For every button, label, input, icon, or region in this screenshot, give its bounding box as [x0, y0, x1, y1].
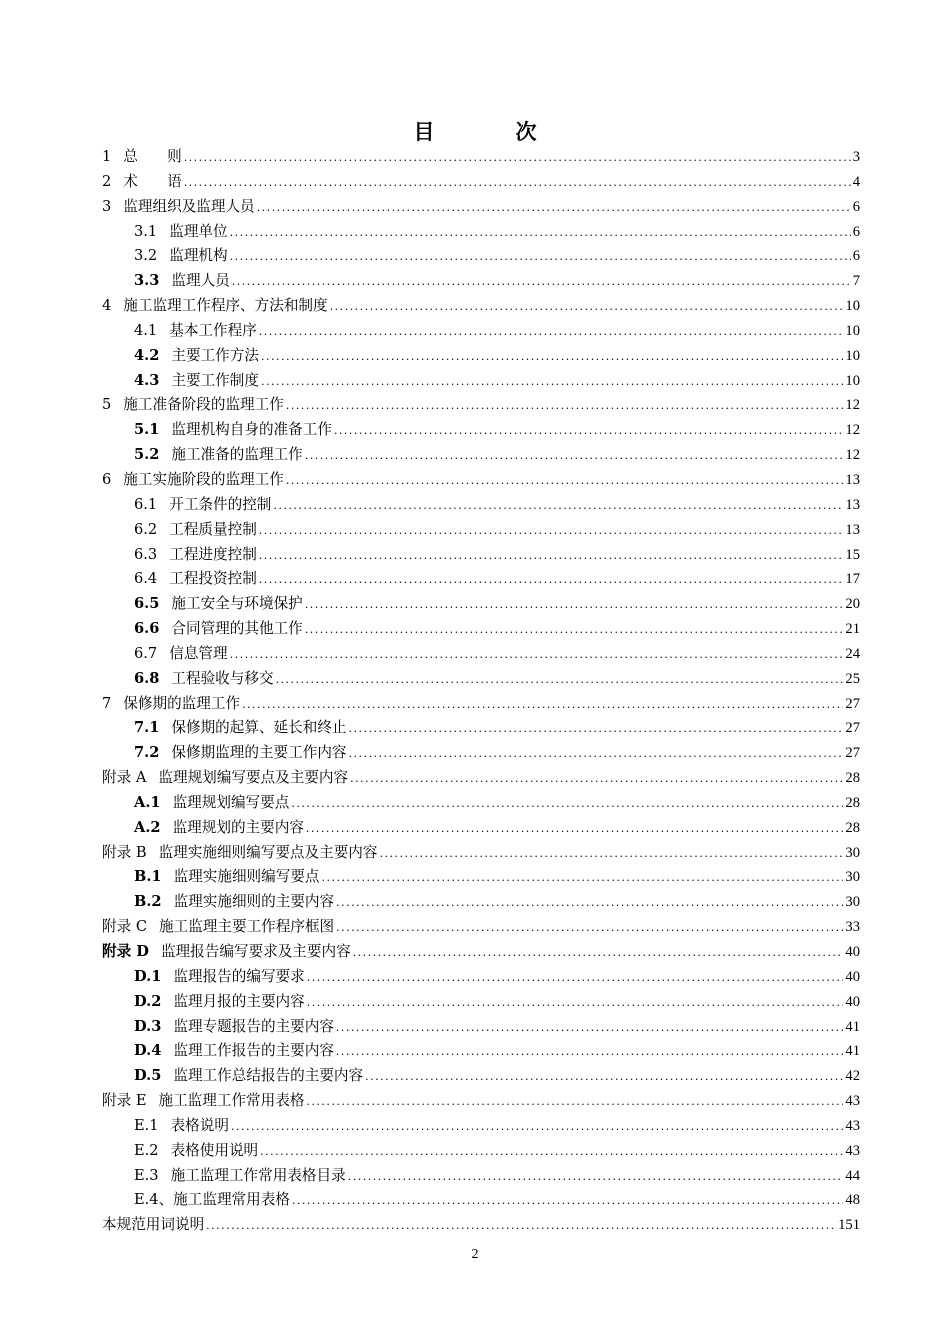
toc-entry-number: 附录 B: [102, 843, 147, 861]
toc-entry[interactable]: [102, 195, 860, 220]
toc-entry-number: 6.3: [134, 545, 158, 563]
toc-entry[interactable]: [102, 244, 860, 269]
toc-entry-title: 监理报告的编写要求: [173, 967, 305, 985]
toc-entry-page: 43: [845, 1117, 860, 1134]
toc-entry[interactable]: [102, 518, 860, 543]
toc-dot-leader: [259, 544, 844, 569]
toc-entry-title: 监理工作报告的主要内容: [173, 1042, 334, 1060]
toc-dot-leader: [334, 419, 843, 444]
toc-entry-page: 13: [845, 496, 860, 513]
toc-entry[interactable]: [102, 1139, 860, 1164]
toc-dot-leader: [307, 991, 844, 1016]
toc-entry-page: 10: [845, 322, 860, 339]
toc-entry-title: 基本工作程序: [169, 321, 257, 339]
toc-entry-page: 41: [845, 1018, 860, 1035]
toc-entry-title: 监理规划编写要点: [172, 793, 290, 811]
toc-dot-leader: [365, 1065, 843, 1090]
toc-entry[interactable]: [102, 170, 860, 195]
toc-entry-page: 28: [845, 819, 860, 836]
toc-dot-leader: [184, 146, 851, 171]
toc-entry-page: 48: [845, 1192, 860, 1209]
toc-entry-title: 监理规划的主要内容: [172, 818, 304, 836]
toc-entry-page: 27: [845, 720, 860, 737]
toc-entry[interactable]: [102, 344, 860, 369]
toc-entry[interactable]: [102, 791, 860, 816]
toc-entry[interactable]: [102, 692, 860, 717]
toc-entry[interactable]: [102, 766, 860, 791]
toc-entry-page: 7: [852, 273, 860, 290]
toc-entry-number: 3.1: [134, 222, 158, 240]
toc-entry[interactable]: [102, 741, 860, 766]
toc-entry-title: 保修期监理的主要工作内容: [171, 744, 347, 762]
toc-entry[interactable]: [102, 1213, 860, 1238]
toc-dot-leader: [379, 842, 843, 867]
toc-entry-page: 33: [845, 919, 860, 936]
toc-entry[interactable]: [102, 617, 860, 642]
toc-entry-page: 30: [845, 869, 860, 886]
toc-entry-title: 术 语: [123, 172, 182, 190]
toc-dot-leader: [307, 966, 844, 991]
toc-dot-leader: [305, 444, 844, 469]
toc-dot-leader: [230, 643, 844, 668]
toc-entry-number: 5: [102, 396, 112, 414]
toc-entry[interactable]: [102, 592, 860, 617]
toc-dot-leader: [349, 742, 844, 767]
toc-entry-number: 7.2: [134, 744, 160, 762]
toc-entry-title: 开工条件的控制: [169, 495, 272, 513]
toc-entry-number: 4: [102, 297, 112, 315]
toc-entry-page: 28: [845, 794, 860, 811]
toc-entry-page: 40: [845, 993, 860, 1010]
toc-entry[interactable]: [102, 1164, 860, 1189]
toc-dot-leader: [261, 345, 843, 370]
toc-entry-title: 工程验收与移交: [171, 669, 274, 687]
toc-dot-leader: [286, 394, 844, 419]
toc-entry-number: D.3: [134, 1017, 162, 1035]
toc-entry[interactable]: [102, 890, 860, 915]
toc-dot-leader: [353, 941, 844, 966]
toc-entry-title: 监理机构自身的准备工作: [171, 421, 332, 439]
toc-entry-number: 1: [102, 148, 112, 165]
toc-entry-page: 12: [845, 447, 860, 464]
toc-entry-number: 5.1: [134, 421, 160, 439]
toc-entry-page: 17: [845, 571, 860, 588]
toc-entry-page: 6: [852, 223, 860, 240]
toc-entry[interactable]: [102, 493, 860, 518]
toc-entry-page: 13: [845, 521, 860, 538]
toc-dot-leader: [206, 1214, 836, 1239]
toc-entry-number: B.1: [134, 868, 162, 886]
toc-dot-leader: [231, 1115, 843, 1140]
toc-entry-number: 7.1: [134, 719, 160, 737]
toc-entry-page: 27: [845, 745, 860, 762]
toc-dot-leader: [286, 469, 844, 494]
toc-entry-page: 41: [845, 1043, 860, 1060]
toc-dot-leader: [336, 1040, 843, 1065]
toc-dot-leader: [259, 320, 844, 345]
toc-entry-number: D.1: [134, 967, 162, 985]
toc-entry-page: 3: [852, 149, 860, 165]
toc-entry-page: 15: [845, 546, 860, 563]
toc-entry-title: 监理工作总结报告的主要内容: [173, 1067, 364, 1085]
toc-dot-leader: [184, 171, 851, 196]
toc-entry-number: 附录 E: [102, 1092, 147, 1110]
toc-dot-leader: [261, 370, 843, 395]
toc-entry-page: 4: [852, 173, 860, 190]
toc-entry-number: 4.2: [134, 346, 160, 364]
toc-entry-title: 主要工作方法: [171, 346, 259, 364]
toc-dot-leader: [306, 817, 843, 842]
toc-dot-leader: [349, 717, 844, 742]
toc-entry-number: D.2: [134, 992, 162, 1010]
toc-entry-number: 3.2: [134, 247, 158, 265]
toc-entry-page: 6: [852, 248, 860, 265]
page-number: 2: [471, 1247, 479, 1262]
toc-entry-page: 20: [845, 596, 860, 613]
toc-entry[interactable]: [102, 443, 860, 468]
toc-entry[interactable]: [102, 1188, 860, 1213]
toc-dot-leader: [350, 767, 843, 792]
toc-entry-page: 40: [845, 968, 860, 985]
toc-entry-page: 25: [845, 670, 860, 687]
toc-entry-page: 10: [845, 298, 860, 315]
toc-entry-title: 合同管理的其他工作: [171, 620, 303, 638]
toc-entry[interactable]: [102, 642, 860, 667]
toc-entry[interactable]: [102, 667, 860, 692]
toc-entry-page: 21: [845, 621, 860, 638]
toc-entry-title: 施工监理工作程序、方法和制度: [123, 297, 328, 315]
toc-entry[interactable]: [102, 716, 860, 741]
toc-entry-title: 表格使用说明: [170, 1141, 259, 1159]
toc-entry[interactable]: [102, 1089, 860, 1114]
toc-entry-title: 监理机构: [169, 247, 228, 265]
toc-entry-number: 6.6: [134, 620, 160, 638]
toc-entry-page: 43: [845, 1093, 860, 1110]
toc-entry[interactable]: [102, 965, 860, 990]
toc-entry-number: 4.1: [134, 321, 158, 339]
toc-entry-page: 12: [845, 397, 860, 414]
toc-entry-number: 3.3: [134, 272, 160, 290]
toc-dot-leader: [230, 221, 851, 246]
toc-entry-title: 监理报告编写要求及主要内容: [160, 943, 351, 960]
toc-entry[interactable]: [102, 915, 860, 940]
toc-entry[interactable]: [102, 468, 860, 493]
toc-entry-number: A.2: [134, 818, 161, 836]
toc-entry-title: 施工监理工作常用表格: [158, 1092, 305, 1110]
toc-dot-leader: [257, 196, 851, 221]
toc-entry-number: 附录 D: [102, 943, 149, 960]
toc-entry-title: 监理人员: [171, 272, 230, 290]
toc-entry-title: 施工监理常用表格: [173, 1191, 290, 1209]
toc-entry-page: 40: [845, 944, 860, 960]
toc-entry-number: E.4、: [134, 1191, 174, 1209]
toc-entry[interactable]: [102, 1015, 860, 1040]
toc-entry-title: 监理实施细则编写要点: [173, 868, 320, 886]
toc-dot-leader: [276, 668, 844, 693]
toc-entry-title: 主要工作制度: [171, 371, 259, 389]
toc-entry-title: 监理规划编写要点及主要内容: [158, 769, 349, 787]
toc-entry-title: 施工准备阶段的监理工作: [123, 396, 284, 414]
toc-entry[interactable]: [102, 269, 860, 294]
toc-dot-leader: [305, 618, 844, 643]
toc-entry[interactable]: [102, 940, 860, 965]
toc-dot-leader: [259, 568, 844, 593]
toc-entry[interactable]: [102, 990, 860, 1015]
table-of-contents: [102, 145, 860, 1238]
toc-entry-title: 工程质量控制: [169, 520, 257, 538]
toc-entry-number: B.2: [134, 893, 162, 911]
toc-dot-leader: [322, 866, 844, 891]
toc-entry[interactable]: [102, 543, 860, 568]
toc-entry-number: 3: [102, 197, 112, 215]
toc-entry-number: 2: [102, 172, 112, 190]
toc-dot-leader: [336, 916, 843, 941]
toc-entry-number: 7: [102, 694, 112, 712]
toc-entry-number: 6.4: [134, 570, 158, 588]
toc-entry-title: 表格说明: [170, 1116, 229, 1134]
toc-entry-number: 6.1: [134, 495, 158, 513]
toc-entry-number: D.4: [134, 1042, 162, 1060]
toc-entry-page: 10: [845, 372, 860, 389]
toc-entry-title: 监理专题报告的主要内容: [173, 1017, 334, 1035]
toc-entry-title: 监理实施细则编写要点及主要内容: [158, 843, 378, 861]
toc-entry[interactable]: [102, 865, 860, 890]
toc-dot-leader: [336, 1016, 843, 1041]
toc-dot-leader: [306, 1090, 843, 1115]
toc-entry[interactable]: [102, 841, 860, 866]
toc-entry-title: 信息管理: [169, 644, 228, 662]
toc-entry-title: 工程投资控制: [169, 570, 257, 588]
toc-entry-title: 监理单位: [169, 222, 228, 240]
toc-entry[interactable]: [102, 1114, 860, 1139]
toc-entry-page: 30: [845, 844, 860, 861]
toc-dot-leader: [259, 519, 844, 544]
toc-entry-title: 监理实施细则的主要内容: [173, 893, 335, 911]
toc-entry-number: 6: [102, 470, 112, 488]
toc-entry[interactable]: [102, 393, 860, 418]
toc-entry-page: 28: [845, 770, 860, 787]
toc-entry-page: 151: [838, 1217, 860, 1234]
toc-entry-title: 施工实施阶段的监理工作: [123, 470, 284, 488]
toc-entry[interactable]: [102, 145, 860, 170]
toc-entry-page: 6: [852, 198, 860, 215]
toc-entry-page: 44: [845, 1167, 860, 1184]
toc-entry[interactable]: [102, 294, 860, 319]
toc-entry-number: 6.7: [134, 644, 158, 662]
toc-entry-page: 30: [845, 894, 860, 911]
page-title: 目 次: [413, 119, 567, 144]
toc-entry[interactable]: [102, 567, 860, 592]
toc-entry[interactable]: [102, 1064, 860, 1089]
toc-entry[interactable]: [102, 369, 860, 394]
toc-dot-leader: [291, 792, 843, 817]
toc-entry-title: 监理月报的主要内容: [173, 992, 305, 1010]
toc-entry-number: D.5: [134, 1067, 162, 1085]
toc-entry-number: 附录 A: [102, 769, 147, 787]
toc-entry-page: 13: [845, 471, 860, 488]
toc-entry-number: 4.3: [134, 371, 160, 389]
toc-entry-title: 总 则: [123, 148, 182, 165]
toc-entry-title: 保修期的起算、延长和终止: [171, 719, 347, 737]
toc-entry-title: 工程进度控制: [169, 545, 257, 563]
toc-entry-number: A.1: [134, 793, 161, 811]
toc-entry-number: 附录 C: [102, 918, 147, 936]
toc-dot-leader: [336, 891, 843, 916]
toc-entry-number: 6.2: [134, 520, 158, 538]
toc-dot-leader: [348, 1165, 844, 1190]
toc-entry-number: 5.2: [134, 446, 160, 464]
toc-entry-number: E.1: [134, 1116, 159, 1134]
toc-entry-number: E.3: [134, 1166, 159, 1184]
toc-entry-page: 24: [845, 645, 860, 662]
toc-entry-page: 12: [845, 422, 860, 439]
toc-entry-title: 监理组织及监理人员: [123, 197, 255, 215]
toc-dot-leader: [292, 1189, 843, 1214]
toc-entry-page: 42: [845, 1068, 860, 1085]
toc-entry-title: 施工准备的监理工作: [171, 446, 303, 464]
toc-dot-leader: [273, 494, 843, 519]
toc-entry-title: 施工监理工作常用表格目录: [170, 1166, 346, 1184]
toc-entry[interactable]: [102, 1039, 860, 1064]
toc-entry-title: 保修期的监理工作: [123, 694, 241, 712]
toc-dot-leader: [242, 693, 843, 718]
toc-entry[interactable]: [102, 319, 860, 344]
toc-entry[interactable]: [102, 816, 860, 841]
toc-dot-leader: [260, 1140, 843, 1165]
toc-dot-leader: [330, 295, 844, 320]
toc-entry-page: 43: [845, 1142, 860, 1159]
toc-dot-leader: [232, 270, 851, 295]
toc-entry-page: 10: [845, 347, 860, 364]
toc-dot-leader: [230, 245, 851, 270]
toc-entry-page: 27: [845, 695, 860, 712]
toc-entry-number: 6.5: [134, 595, 160, 613]
toc-entry-number: E.2: [134, 1141, 159, 1159]
toc-entry-title: 施工安全与环境保护: [171, 595, 303, 613]
toc-entry[interactable]: [102, 418, 860, 443]
toc-dot-leader: [305, 593, 844, 618]
toc-entry-title: 施工监理主要工作程序框图: [159, 918, 335, 936]
toc-entry-number: 6.8: [134, 669, 160, 687]
toc-entry-title: 本规范用词说明: [102, 1216, 205, 1234]
toc-entry[interactable]: [102, 220, 860, 245]
